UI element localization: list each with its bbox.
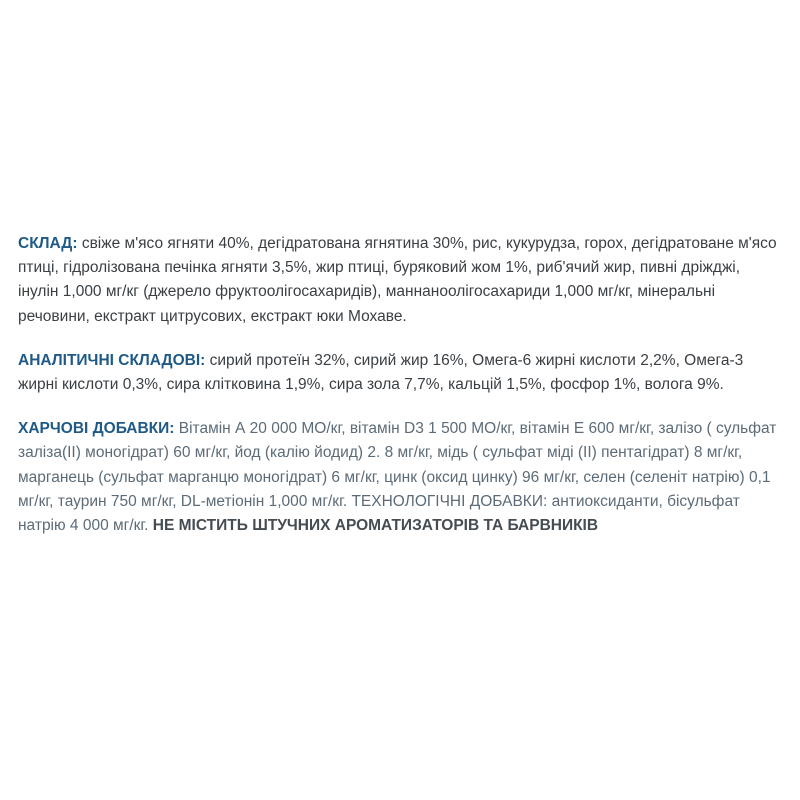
composition-paragraph bbox=[18, 232, 780, 329]
additives-text: Вітамін А 20 000 МО/кг, вітамін D3 1 500 МО/кг, вітамін Е 600 мг/кг, залізо ( сульфат заліза(ІІ) моногідрат) 60 мг/кг, йод (калію йодид) 2. 8 мг/кг, мідь ( сульфат міді (ІІ) пентагідрат) 8 мг/кг, марганець (сульфат марганцю моногідрат) 6 мг/кг, цинк (оксид цинку) 96 мг/кг, селен (селеніт натрію) 0,1 мг/кг, таурин 750 мг/кг, DL-метіонін 1,000 мг/кг. ТЕХНОЛОГІЧНІ ДОБАВКИ: антиоксиданти, бісульфат натрію 4 000 мг/кг. bbox=[18, 420, 777, 535]
analytics-label: АНАЛІТИЧНІ СКЛАДОВІ: bbox=[18, 351, 206, 369]
composition-label: СКЛАД: bbox=[18, 235, 78, 252]
analytics-text: сирий протеїн 32%, сирий жир 16%, Омега-6 жирні кислоти 2,2%, Омега-3 жирні кислоти 0,3%, сира клітковина 1,9%, сира зола 7,7%, кальцій 1,5%, фосфор 1%, волога 9%. bbox=[18, 351, 744, 394]
composition-text: свіже м'ясо ягняти 40%, дегідратована ягнятина 30%, рис, кукурудза, горох, дегідратоване м'ясо птиці, гідролізована печінка ягняти 3,5%, жир птиці, буряковий жом 1%, риб'ячий жир, пивні дріжджі, інулін 1,000 мг/кг (джерело фруктоолігосахаридів), маннаноолігосахариди 1,000 мг/кг, мінеральні речовини, екстракт цитрусових, екстракт юки Мохаве. bbox=[18, 235, 777, 325]
additives-paragraph bbox=[18, 417, 780, 538]
analytics-paragraph bbox=[18, 349, 780, 397]
additives-label: ХАРЧОВІ ДОБАВКИ: bbox=[18, 420, 175, 438]
additives-no-artificial-note: НЕ МІСТИТЬ ШТУЧНИХ АРОМАТИЗАТОРІВ ТА БАРВНИКІВ bbox=[148, 517, 599, 535]
product-description bbox=[18, 232, 780, 558]
